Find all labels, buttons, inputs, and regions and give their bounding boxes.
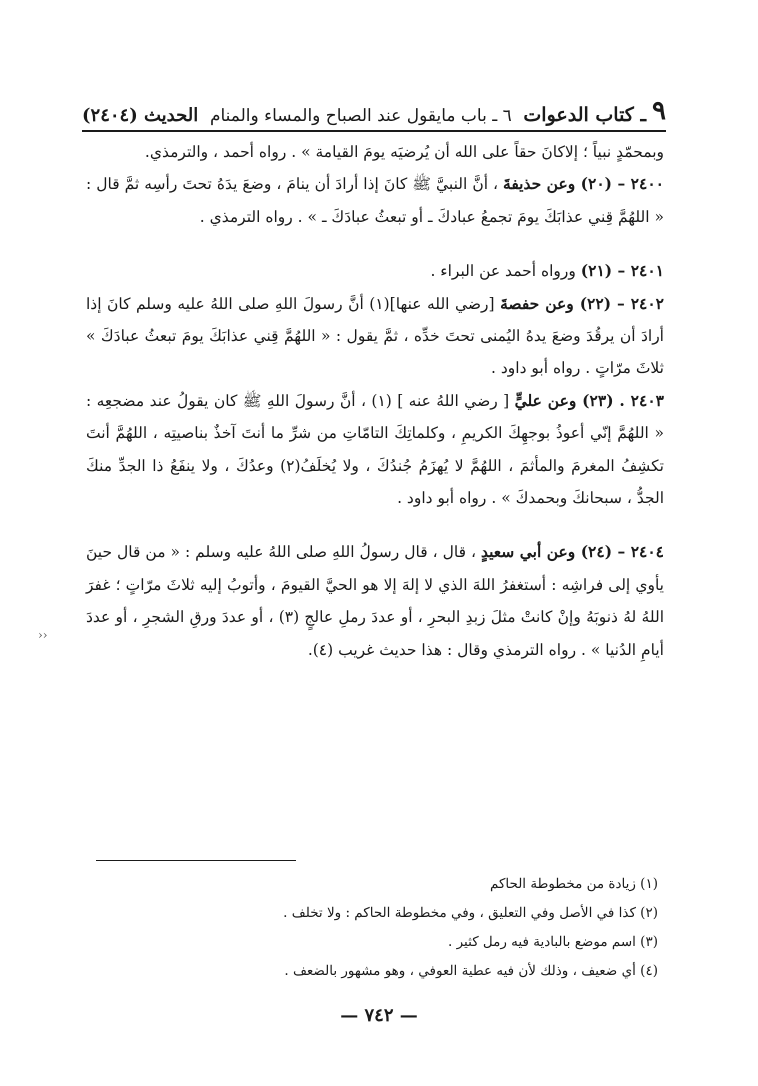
page-number: — ٧٤٢ — bbox=[340, 1005, 418, 1026]
hadith-2404-lead: ٢٤٠٤ – (٢٤) وعن أبي سعيدٍ bbox=[480, 542, 664, 562]
hadith-2401-lead: ٢٤٠١ – (٢١) bbox=[580, 261, 664, 281]
footnote-3: (٣) اسم موضع بالبادية فيه رمل كثير . bbox=[448, 934, 658, 950]
footnote-1: (١) زيادة من مخطوطة الحاكم bbox=[489, 876, 658, 892]
footnotes bbox=[96, 870, 658, 986]
hadith-2400-lead: ٢٤٠٠ – (٢٠) وعن حذيفةَ bbox=[503, 174, 664, 194]
hadith-2404 bbox=[86, 536, 664, 666]
hadith-2403-text: [ رضي اللهُ عنه ] (١) ، أنَّ رسولَ اللهِ ﷺ كان يقولُ عند مضجعِه : « اللهُمَّ إنّي أعوذُ بوجهِكَ الكريمِ ، وكلماتِكَ التامّاتِ من شرِّ ما أنتَ آخذٌ بناصيتِه ، اللهُمَّ أنتَ تكشِفُ المغرمَ والمأثمَ ، اللهُمَّ لا يُهزَمُ جُندُكَ ، ولا يُخلَفُ(٢) وعدُكَ ، ولا ينفَعُ ذا الجدِّ منكَ الجدُّ ، سبحانكَ وبحمدكَ » . رواه أبو داود . bbox=[86, 391, 664, 508]
hadith-2400-text: ، أنَّ النبيَّ ﷺ كانَ إذا أرادَ أن ينامَ ، وضعَ يدَهُ تحتَ رأسِه ثمَّ قال : « اللهُمَّ قِني عذابَكَ يومَ تجمعُ عبادكَ ـ أو تبعثُ عبادَكَ ـ » . رواه الترمذي . bbox=[86, 175, 664, 226]
page-header bbox=[82, 78, 666, 126]
hadith-2402 bbox=[86, 288, 664, 385]
book-number: ٩ bbox=[652, 96, 666, 126]
book-title: ـ كتاب الدعوات bbox=[523, 104, 647, 126]
chapter-title: ٦ ـ باب مايقول عند الصباح والمساء والمنام bbox=[209, 106, 512, 126]
hadith-2403 bbox=[86, 385, 664, 515]
hadith-label: الحديث (٢٤٠٤) bbox=[82, 105, 199, 126]
main-text bbox=[86, 136, 664, 666]
hadith-2402-text: [رضي الله عنها](١) أنَّ رسولَ اللهِ صلى اللهُ عليه وسلم كانَ إذا أرادَ أن يرقُدَ وضعَ يدهُ اليُمنى تحتَ خدِّه ، ثمَّ يقول : « اللهُمَّ قِني عذابَكَ يومَ تبعثُ عبادَكَ » ثلاثَ مرّاتٍ . رواه أبو داود . bbox=[86, 294, 664, 378]
hadith-2403-lead: ٢٤٠٣ . (٢٣) وعن عليٍّ bbox=[514, 390, 664, 410]
hadith-2400 bbox=[86, 168, 664, 233]
footnote-4: (٤) أي ضعيف ، وذلك لأن فيه عطية العوفي ، وهو مشهور بالضعف . bbox=[284, 963, 658, 979]
hadith-2404-text: ، قال ، قال رسولُ اللهِ صلى اللهُ عليه وسلم : « من قال حينَ يأوي إلى فراشِه : أستغفرُ اللهَ الذي لا إلهَ إلا هو الحيَّ القيومَ ، وأتوبُ إليه ثلاثَ مرّاتٍ ؛ غفرَ اللهُ لهُ ذنوبَهُ وإنْ كانتْ مثلَ زبدِ البحرِ ، أو عددَ رملِ عالجٍ (٣) ، أو عددَ ورقِ الشجرِ ، أو عددَ أيامِ الدُنيا » . رواه الترمذي وقال : هذا حديث غريب (٤). bbox=[86, 543, 664, 659]
header-rule bbox=[82, 130, 666, 132]
hadith-2401-text: ورواه أحمد عن البراء . bbox=[430, 262, 576, 281]
header-book bbox=[523, 96, 666, 126]
hadith-2401 bbox=[86, 255, 664, 287]
footnote-rule bbox=[96, 860, 296, 861]
margin-mark: ‹‹ bbox=[38, 628, 48, 642]
footnote-2: (٢) كذا في الأصل وفي التعليق ، وفي مخطوطة الحاكم : ولا تخلف . bbox=[283, 905, 658, 921]
hadith-2402-lead: ٢٤٠٢ – (٢٢) وعن حفصةَ bbox=[500, 293, 664, 313]
paragraph-continuation: وبمحمّدٍ نبياً ؛ إلاكانَ حقاً على الله أن يُرضيَه يومَ القيامة » . رواه أحمد ، والترمذي. bbox=[144, 143, 664, 161]
